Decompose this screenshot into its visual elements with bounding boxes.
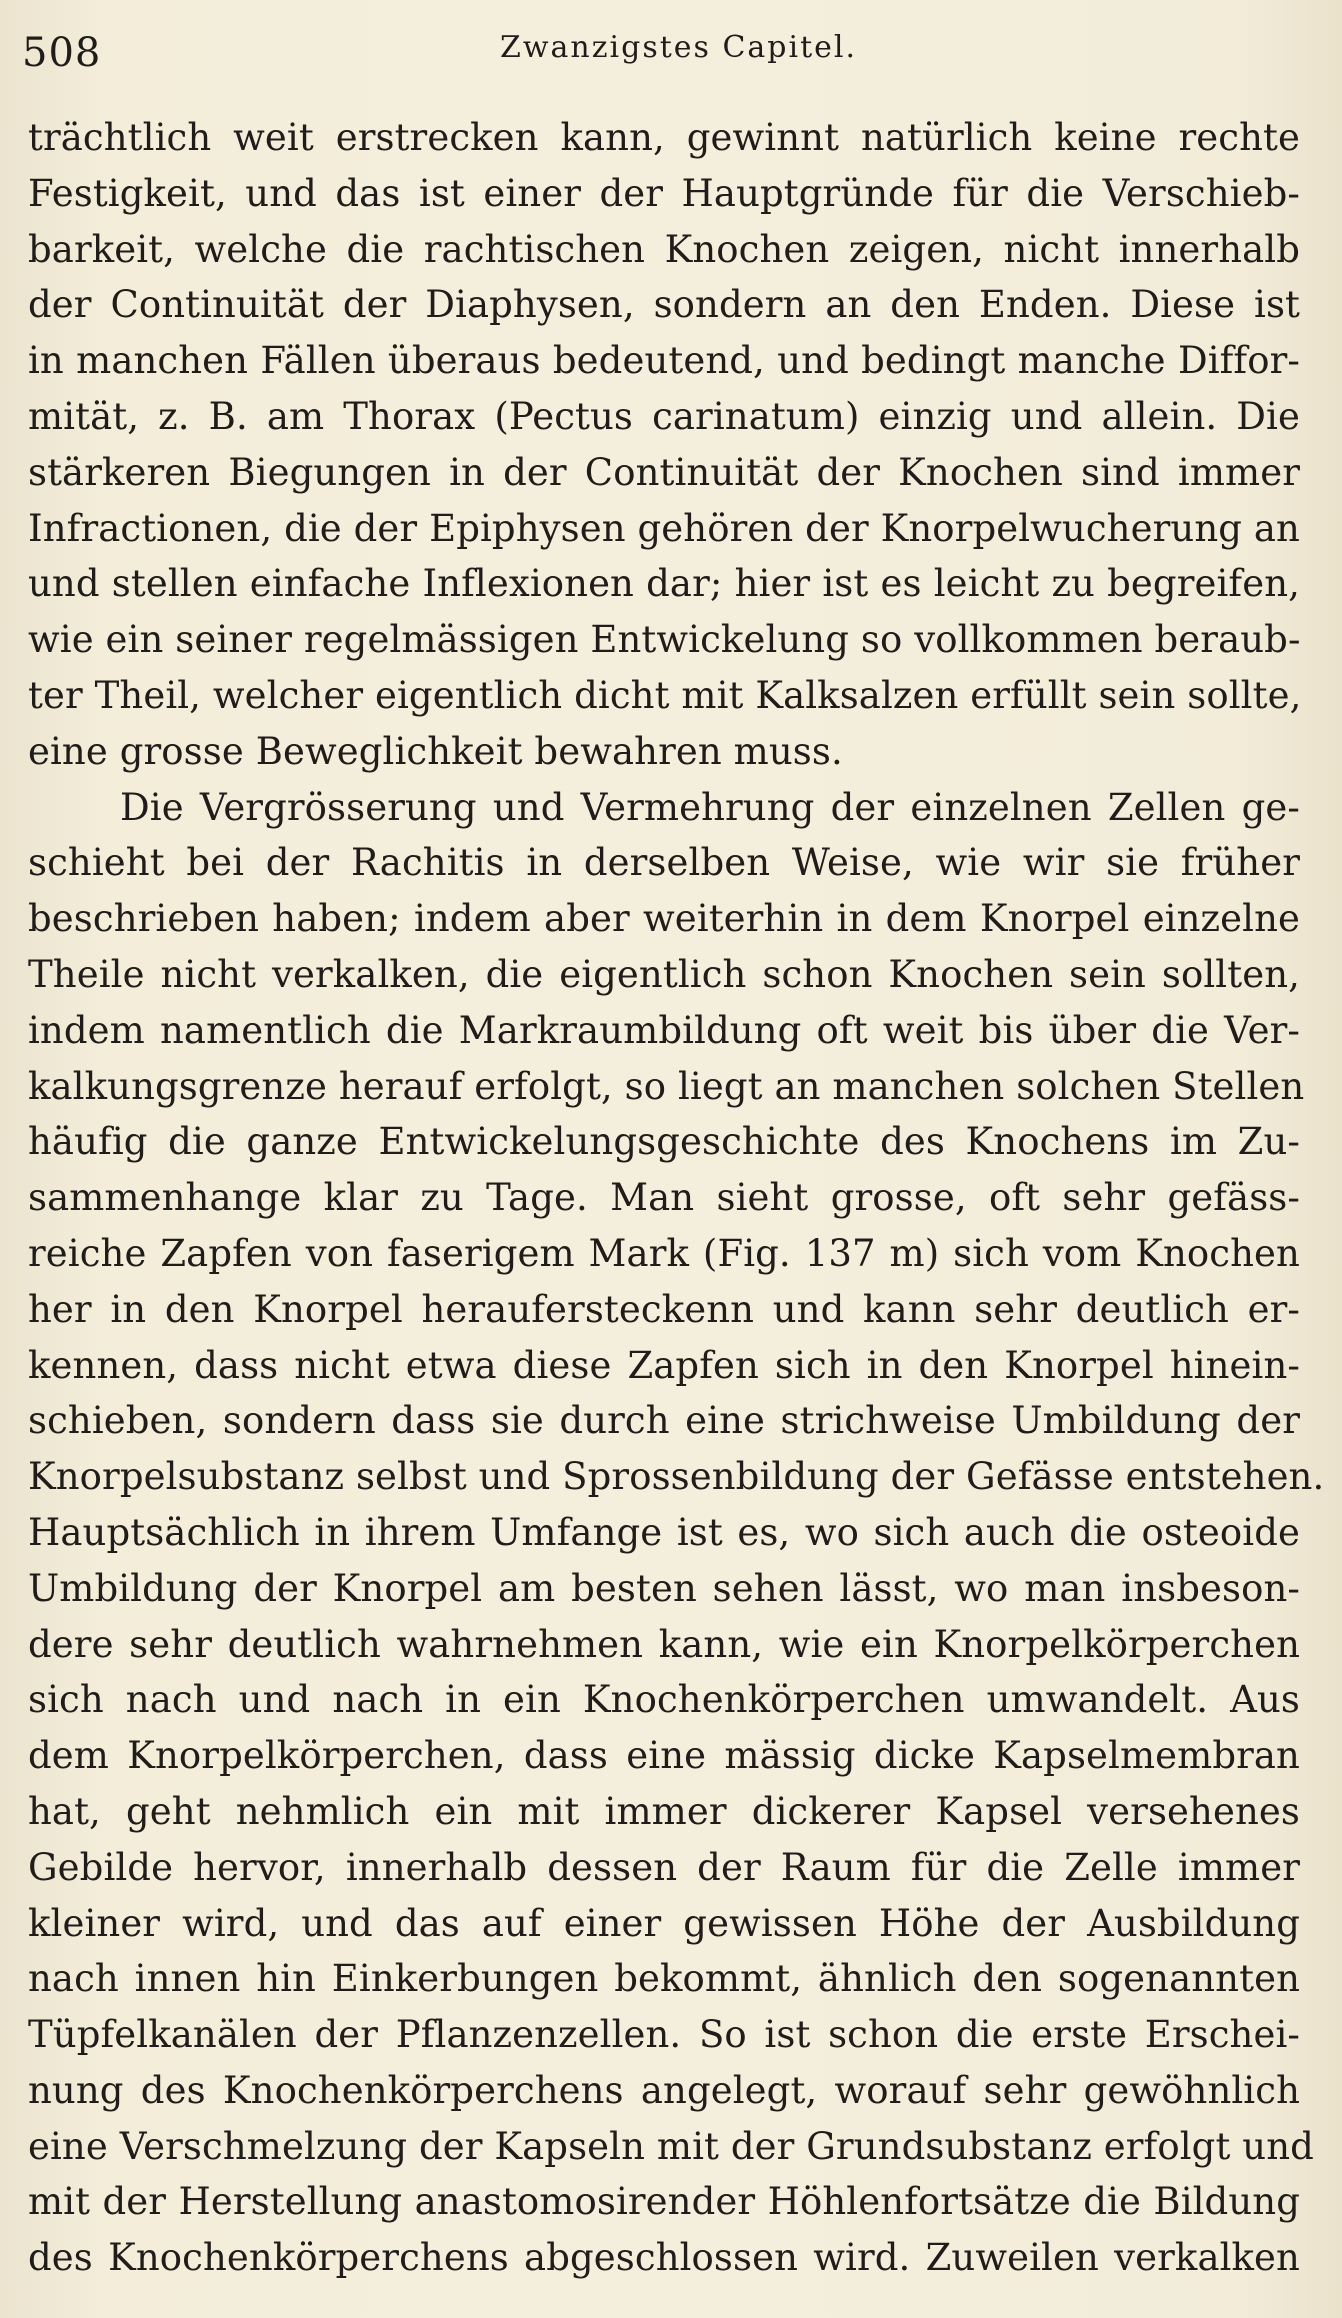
text-line: Infractionen, die der Epiphysen gehören der Knorpelwucherung an — [28, 506, 1300, 550]
text-line: Gebilde hervor, innerhalb dessen der Raum für die Zelle immer — [28, 1845, 1300, 1889]
text-line: kleiner wird, und das auf einer gewissen Höhe der Ausbildung — [28, 1901, 1300, 1945]
text-line: Theile nicht verkalken, die eigentlich schon Knochen sein sollten, — [28, 952, 1300, 996]
text-line: Umbildung der Knorpel am besten sehen lässt, wo man insbeson- — [28, 1566, 1300, 1610]
text-line: Knorpelsubstanz selbst und Sprossenbildung der Gefässe entstehen. — [28, 1455, 1325, 1499]
text-line: trächtlich weit erstrecken kann, gewinnt natürlich keine rechte — [28, 116, 1300, 159]
text-line: her in den Knorpel heraufersteckenn und kann sehr deutlich er- — [28, 1287, 1300, 1331]
text-line: Hauptsächlich in ihrem Umfange ist es, wo sich auch die osteoide — [28, 1510, 1300, 1554]
text-line: nach innen hin Einkerbungen bekommt, ähnlich den sogenannten — [28, 1957, 1300, 2001]
text-line: ter Theil, welcher eigentlich dicht mit Kalksalzen erfüllt sein sollte, — [28, 673, 1302, 717]
text-line: des Knochenkörperchens abgeschlossen wird. Zuweilen verkalken — [28, 2236, 1300, 2280]
text-line: indem namentlich die Markraumbildung oft weit bis über die Ver- — [28, 1008, 1300, 1052]
text-line: eine Verschmelzung der Kapseln mit der Grundsubstanz erfolgt und — [28, 2124, 1314, 2168]
text-line: kennen, dass nicht etwa diese Zapfen sich in den Knorpel hinein- — [28, 1343, 1300, 1387]
text-line: mit der Herstellung anastomosirender Höhlenfortsätze die Bildung — [28, 2180, 1300, 2224]
text-line: wie ein seiner regelmässigen Entwickelung so vollkommen beraub- — [28, 618, 1301, 662]
text-line: reiche Zapfen von faserigem Mark (Fig. 137 m) sich vom Knochen — [28, 1231, 1300, 1275]
text-line: mität, z. B. am Thorax (Pectus carinatum) einzig und allein. Die — [28, 394, 1300, 438]
text-line: sich nach und nach in ein Knochenkörperchen umwandelt. Aus — [28, 1678, 1300, 1722]
text-line: schieht bei der Rachitis in derselben Weise, wie wir sie früher — [28, 841, 1300, 885]
text-line: dem Knorpelkörperchen, dass eine mässig dicke Kapselmembran — [28, 1734, 1300, 1778]
text-line: schieben, sondern dass sie durch eine strichweise Umbildung der — [28, 1399, 1300, 1443]
text-line: in manchen Fällen überaus bedeutend, und bedingt manche Diffor- — [28, 339, 1300, 383]
paragraph-1 — [28, 110, 1300, 780]
text-line: eine grosse Beweglichkeit bewahren muss. — [28, 729, 843, 773]
page-number: 508 — [22, 30, 102, 76]
text-line: beschrieben haben; indem aber weiterhin in dem Knorpel einzelne — [28, 897, 1300, 941]
text-line: der Continuität der Diaphysen, sondern an den Enden. Diese ist — [28, 283, 1300, 327]
text-line: und stellen einfache Inflexionen dar; hier ist es leicht zu begreifen, — [28, 562, 1300, 606]
text-line: Tüpfelkanälen der Pflanzenzellen. So ist schon die erste Erschei- — [28, 2013, 1300, 2057]
running-head: Zwanzigstes Capitel. — [500, 30, 858, 65]
text-line: Die Vergrösserung und Vermehrung der einzelnen Zellen ge- — [120, 785, 1300, 829]
text-line: stärkeren Biegungen in der Continuität der Knochen sind immer — [28, 450, 1300, 494]
body-text — [28, 110, 1325, 2286]
text-line: barkeit, welche die rachtischen Knochen zeigen, nicht innerhalb — [28, 227, 1300, 271]
text-line: dere sehr deutlich wahrnehmen kann, wie ein Knorpelkörperchen — [28, 1622, 1300, 1666]
text-line: sammenhange klar zu Tage. Man sieht grosse, oft sehr gefäss- — [28, 1176, 1300, 1220]
text-line: kalkungsgrenze herauf erfolgt, so liegt an manchen solchen Stellen — [28, 1064, 1305, 1108]
text-line: häufig die ganze Entwickelungsgeschichte des Knochens im Zu- — [28, 1120, 1300, 1164]
text-line: Festigkeit, und das ist einer der Hauptgründe für die Verschieb- — [28, 171, 1300, 215]
page-header — [0, 22, 1342, 82]
paragraph-2 — [28, 780, 1325, 2287]
text-line: nung des Knochenkörperchens angelegt, worauf sehr gewöhnlich — [28, 2068, 1300, 2112]
text-line: hat, geht nehmlich ein mit immer dickerer Kapsel versehenes — [28, 1789, 1300, 1833]
